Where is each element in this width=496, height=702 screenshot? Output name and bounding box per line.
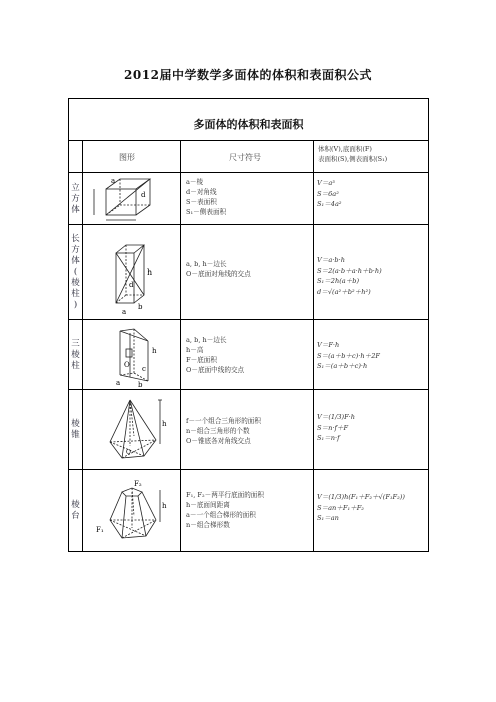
pyramid-symbols: f－一个组合三角形的面积 n－组合三角形的个数 O－锥底各对角线交点 <box>186 417 261 445</box>
frustum-label-f1: F₁ <box>96 526 104 534</box>
row-cube <box>69 173 428 225</box>
row-label: 立 方 体 <box>71 182 80 215</box>
frustum-figure <box>86 476 168 546</box>
prism-label-b: b <box>138 381 143 387</box>
prism-label-o: O <box>124 361 130 369</box>
row-label: 长 方 体 ( 棱 柱 ) <box>71 234 80 310</box>
prism-formulas: V＝F·h S＝(a＋b＋c)·h＋2F S₁＝(a＋b＋c)·h <box>317 341 380 370</box>
header-formula-line2: 表面积(S),侧表面积(S₁) <box>318 155 388 163</box>
cuboid-label-b: b <box>138 303 143 311</box>
prism-label-h: h <box>152 347 157 355</box>
table-title-cell <box>69 99 428 141</box>
prism-label-a: a <box>116 379 121 387</box>
cuboid-figure <box>86 237 166 317</box>
row-pyramid <box>69 390 428 470</box>
row-triangular-prism <box>69 320 428 390</box>
row-frustum <box>69 470 428 551</box>
prism-symbols: a, b, h－边长 h－高 F－底面积 O－底面中线的交点 <box>186 336 245 374</box>
row-cuboid <box>69 225 428 320</box>
formula-table <box>68 98 429 552</box>
header-formula-line1: 体积(V),底面积(F) <box>318 145 372 153</box>
cube-symbols: a－棱 d－对角线 S－表面积 S₁－侧表面积 <box>186 178 227 216</box>
frustum-label-h: h <box>162 502 167 510</box>
document-title: 2012届中学数学多面体的体积和表面积公式 <box>124 68 372 82</box>
pyramid-figure <box>86 396 168 466</box>
row-label: 棱 锥 <box>71 419 80 440</box>
table-title: 多面体的体积和表面积 <box>193 118 304 131</box>
row-label: 三 棱 柱 <box>71 338 80 371</box>
cuboid-label-h: h <box>147 268 153 277</box>
cuboid-label-d: d <box>129 281 134 289</box>
header-row <box>69 141 428 173</box>
cube-label-a: a <box>111 177 116 185</box>
prism-figure <box>86 323 166 387</box>
cuboid-label-a: a <box>122 308 127 316</box>
cuboid-symbols: a, b, h－边长 O－底面对角线的交点 <box>186 260 251 278</box>
cube-label-d: d <box>141 191 146 199</box>
frustum-formulas: V＝(1/3)h(F₁＋F₂＋√(F₁F₂)) S＝an＋F₁＋F₂ S₁＝an <box>317 493 405 522</box>
frustum-symbols: F₁, F₂－两平行底面的面积 h－底面间距离 a－一个组合梯形的面积 n－组合梯形数 <box>186 491 264 529</box>
cube-figure <box>86 175 166 223</box>
prism-label-c: c <box>142 365 146 373</box>
pyramid-formulas: V＝(1/3)F·h S＝n·f＋F S₁＝n·f <box>317 413 356 442</box>
pyramid-label-h: h <box>162 420 167 428</box>
frustum-label-f2: F₂ <box>134 480 142 488</box>
cube-formulas: V＝a³ S＝6a² S₁＝4a² <box>317 179 342 208</box>
pyramid-label-o: O <box>126 449 131 456</box>
row-label: 棱 台 <box>71 499 80 521</box>
cuboid-formulas: V＝a·b·h S＝2(a·b＋a·h＋b·h) S₁＝2h(a＋b) d＝√(a²＋b²＋h²) <box>317 256 382 296</box>
header-symbols: 尺寸符号 <box>229 153 261 162</box>
header-figure: 图形 <box>119 153 135 162</box>
